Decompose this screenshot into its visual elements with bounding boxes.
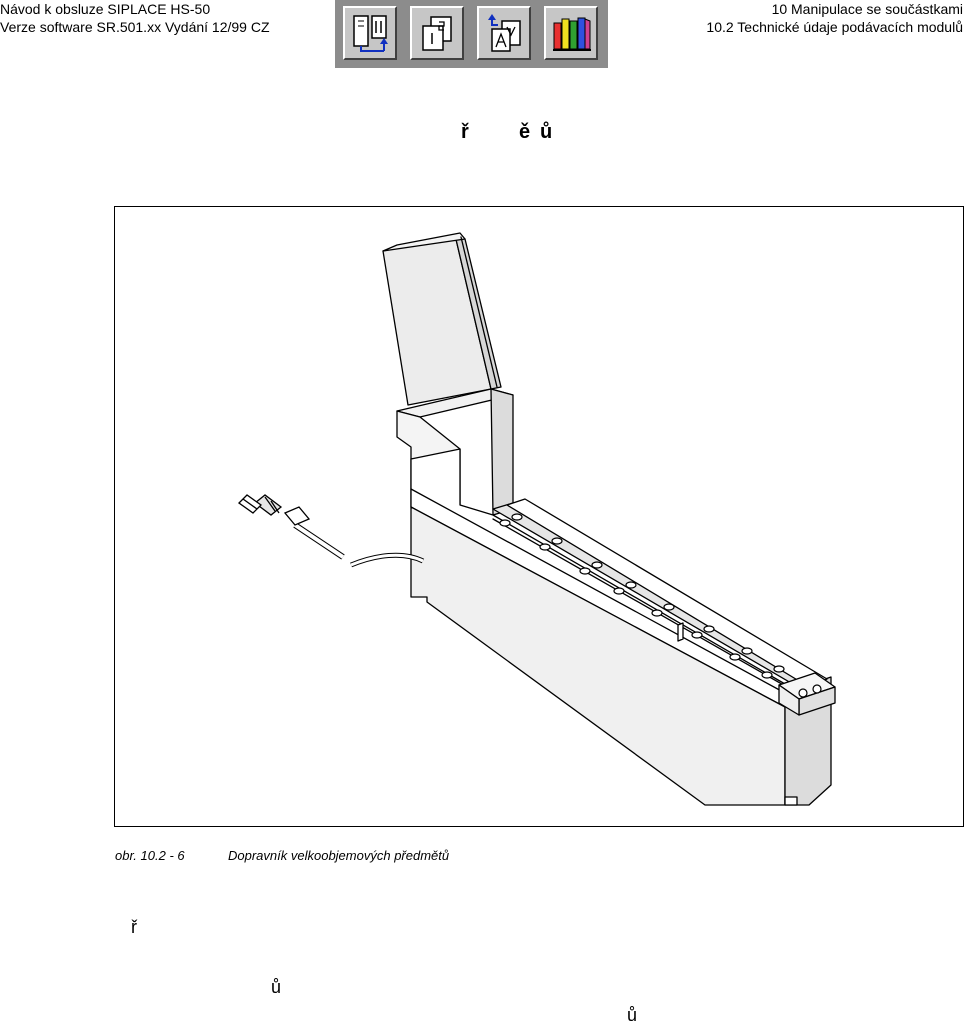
pages-icon — [417, 13, 459, 55]
title-fragment-2: ě — [519, 121, 531, 143]
books-icon — [551, 13, 593, 55]
body-fragment-1: ř — [131, 917, 137, 937]
figure-frame — [114, 206, 964, 827]
figure-caption-text: Dopravník velkoobjemových předmětů — [228, 848, 450, 863]
header-section: 10.2 Technické údaje podávacích modulů — [706, 19, 963, 35]
navigation-toolbar — [335, 0, 608, 68]
body-fragment-3: ů — [627, 1005, 638, 1025]
body-fragment-2: ů — [271, 977, 282, 997]
pages-button[interactable] — [410, 6, 464, 60]
flowchart-button[interactable] — [343, 6, 397, 60]
title-fragment-3: ů — [540, 121, 553, 143]
document-arrow-icon — [484, 13, 526, 55]
header-manual-title: Návod k obsluze SIPLACE HS-50 — [0, 1, 211, 17]
flowchart-icon — [350, 13, 392, 55]
bulk-feeder-illustration — [115, 207, 963, 826]
library-button[interactable] — [544, 6, 598, 60]
title-fragment-1: ř — [461, 121, 469, 143]
header-version: Verze software SR.501.xx Vydání 12/99 CZ — [0, 19, 270, 35]
figure-caption-number: obr. 10.2 - 6 — [115, 848, 185, 863]
document-arrow-button[interactable] — [477, 6, 531, 60]
header-chapter: 10 Manipulace se součástkami — [771, 1, 963, 17]
